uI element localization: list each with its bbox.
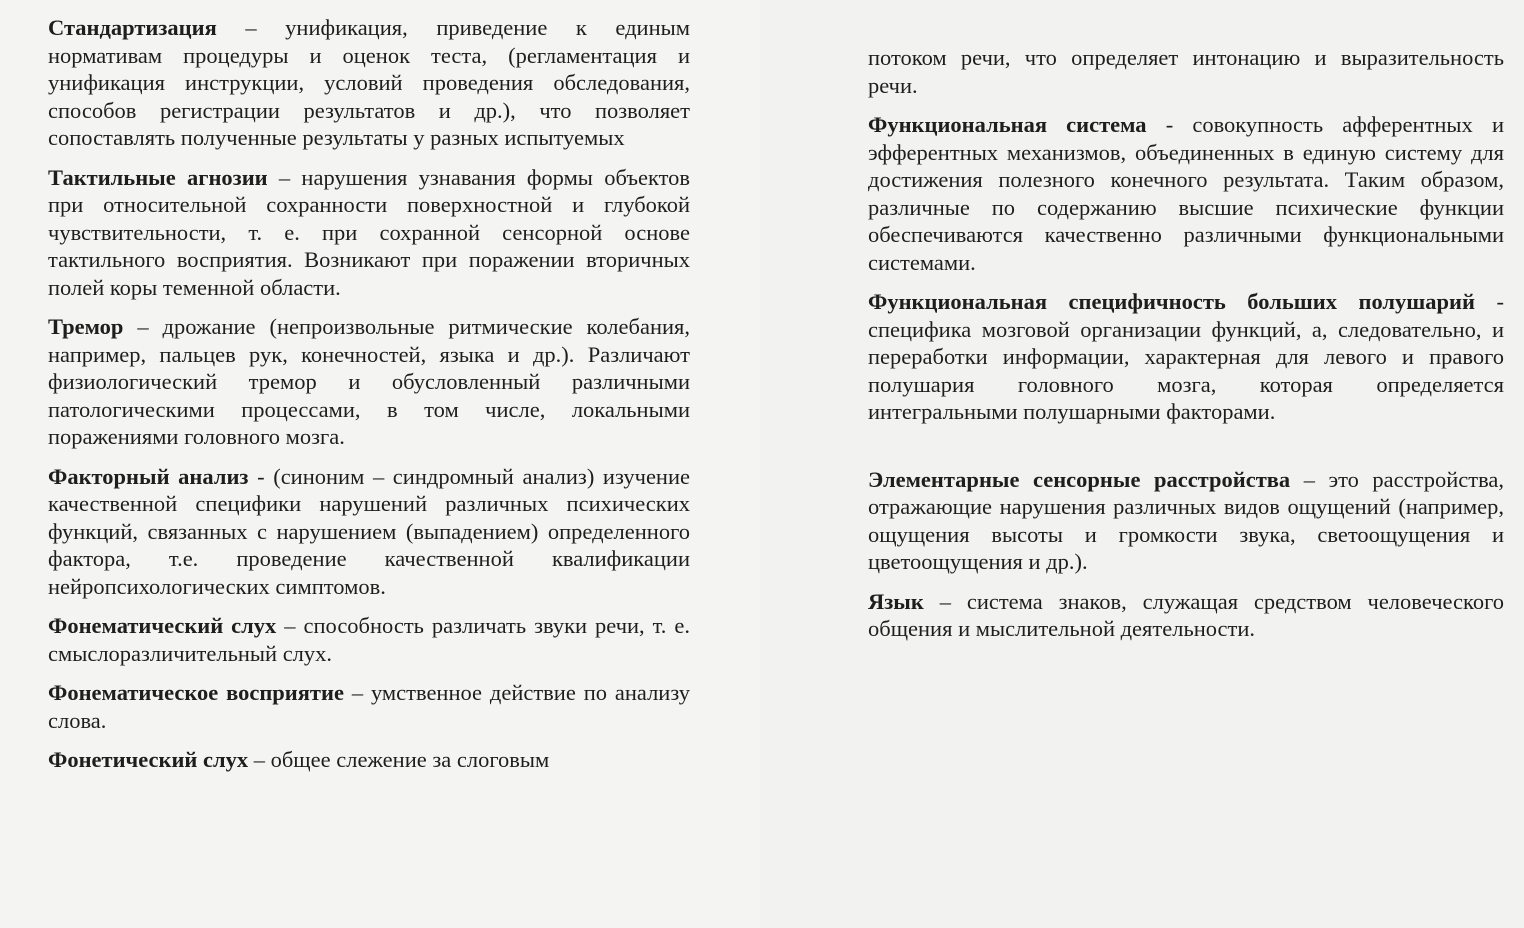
glossary-entry-factor-analysis bbox=[48, 463, 690, 601]
entry-term: Тремор bbox=[48, 314, 124, 339]
entry-separator: - bbox=[248, 463, 274, 489]
entry-term: Стандартизация bbox=[48, 15, 217, 40]
entry-separator: – bbox=[1290, 466, 1329, 492]
entry-definition: нарушения узнавания формы объектов при относительной сохранности поверхностной и глубокой чувствительности, т. е. при сохранной сенсорной основе тактильного восприятия. Возникают при поражении вторичных полей коры теменной области. bbox=[48, 164, 690, 300]
entry-term: Элементарные сенсорные расстройства bbox=[868, 466, 1291, 492]
entry-term: Тактильные агнозии bbox=[48, 164, 268, 190]
entry-separator: - bbox=[1146, 112, 1193, 137]
entry-term: Фонематическое восприятие bbox=[48, 680, 344, 705]
entry-definition: способность различать звуки речи, т. е. смыслоразличительный слух. bbox=[48, 613, 690, 666]
entry-separator: – bbox=[123, 314, 163, 339]
entry-definition: общее слежение за слоговым bbox=[270, 747, 550, 772]
entry-separator: – bbox=[248, 747, 271, 772]
entry-term: Язык bbox=[868, 588, 924, 614]
entry-definition: система знаков, служащая средством человеческого общения и мыслительной деятельности. bbox=[868, 588, 1505, 641]
glossary-entry-tremor bbox=[48, 313, 690, 451]
entry-definition: умственное действие по анализу слова. bbox=[48, 680, 691, 733]
glossary-entry-phonemic-hearing bbox=[48, 612, 690, 667]
entry-definition: специфика мозговой организации функций, а, следовательно, и переработки информации, характерная для левого и правого полушария головного мозга, которая определяется интегральными полушарными факторами. bbox=[868, 316, 1504, 424]
entry-definition: это расстройства, отражающие нарушения различных видов ощущений (например, ощущения высоты и громкости звука, светоощущения и цветоощущения и др.). bbox=[868, 466, 1505, 574]
entry-separator: – bbox=[267, 164, 302, 190]
left-page bbox=[0, 0, 760, 928]
entry-separator: – bbox=[343, 680, 371, 705]
glossary-entry-language bbox=[868, 588, 1504, 643]
glossary-entry-hemispheric-specificity bbox=[868, 288, 1504, 426]
right-page bbox=[760, 0, 1524, 928]
entry-separator: – bbox=[216, 15, 286, 40]
entry-definition: дрожание (непроизвольные ритмические колебания, например, пальцев рук, конечностей, языка и др.). Различают физиологический тремор и обусловленный различными патологическими процессами, в том числе, локальными поражениями головного мозга. bbox=[48, 314, 690, 449]
entry-separator: – bbox=[923, 588, 967, 614]
glossary-entry-phonemic-perception bbox=[48, 679, 690, 734]
glossary-entry-tactile-agnosia bbox=[48, 164, 690, 302]
entry-definition: унификация, приведение к единым нормативам процедуры и оценок теста, (регламентация и унификация инструкции, условий проведения обследования, способов регистрации результатов и др.), что позволяет сопоставлять полученные результаты у разных испытуемых bbox=[48, 15, 690, 150]
glossary-entry-phonetic-hearing bbox=[48, 746, 690, 774]
entry-term: Факторный анализ bbox=[48, 463, 249, 489]
entry-term: Фонетический слух bbox=[48, 747, 249, 772]
entry-term: Функциональная специфичность больших полушарий bbox=[868, 289, 1475, 314]
entry-separator: - bbox=[1474, 289, 1504, 314]
glossary-entry-standardization bbox=[48, 14, 690, 152]
entry-term: Фонематический слух bbox=[48, 613, 277, 638]
entry-definition: (синоним – синдромный анализ) изучение качественной специфики нарушений различных психических функций, связанных с нарушением (выпадением) определенного фактора, т.е. проведение качественной квалификации нейропсихологических симптомов. bbox=[48, 463, 691, 599]
glossary-entry-elementary-sensory-disorders bbox=[868, 466, 1504, 576]
glossary-entry-functional-system bbox=[868, 111, 1504, 276]
continued-text: потоком речи, что определяет интонацию и выразительность речи. bbox=[868, 45, 1504, 98]
entry-separator: – bbox=[276, 613, 304, 638]
entry-term: Функциональная система bbox=[868, 112, 1147, 137]
entry-definition: совокупность афферентных и эфферентных механизмов, объединенных в единую систему для достижения полезного конечного результата. Таким образом, различные по содержанию высшие психические функции обеспечиваются качественно различными функциональными системами. bbox=[868, 112, 1504, 275]
